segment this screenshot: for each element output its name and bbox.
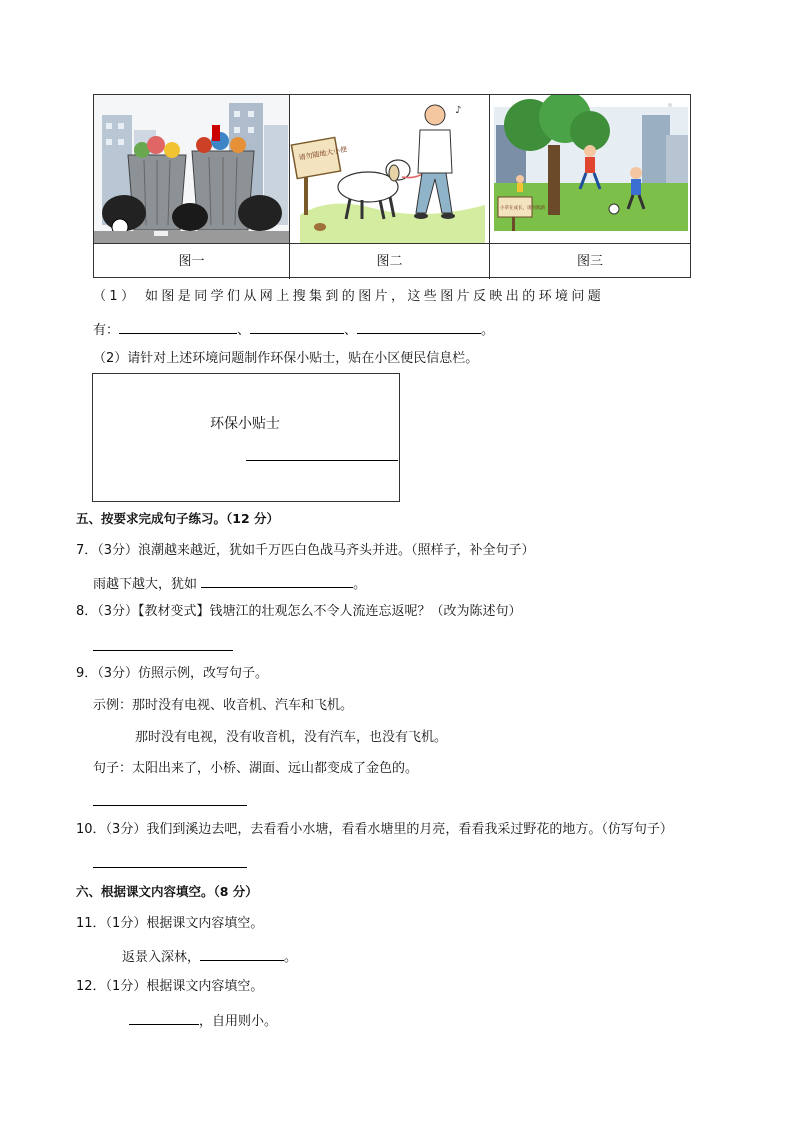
q7-text: 7．（3分）浪潮越来越近，犹如千万匹白色战马齐头并进。（照样子，补全句子） [76, 543, 535, 558]
q4-part1-prefix: 有： [93, 323, 120, 338]
q12-answer-blank[interactable] [129, 1010, 199, 1025]
figure-3-image [490, 95, 690, 243]
answer-blank-3[interactable] [357, 319, 481, 334]
tip-signature-line[interactable] [246, 460, 398, 461]
caption-row [94, 243, 690, 278]
section-5-heading: 五、按要求完成句子练习。（12 分） [76, 511, 279, 526]
end-mark: 。 [481, 323, 495, 338]
q11-fill-prefix: 返景入深林， [122, 950, 201, 965]
tip-title: 环保小贴士 [210, 416, 280, 432]
q10-text: 10．（3分）我们到溪边去吧，去看看小水塘，看看水塘里的月亮，看看我采过野花的地方。（仿写句子） [76, 822, 673, 837]
q9-answer-line[interactable] [93, 805, 247, 806]
q9-text: 9．（3分）仿照示例，改写句子。 [76, 666, 269, 681]
figure-2-image [290, 95, 490, 243]
svg-text:♪: ♪ [455, 105, 462, 116]
q8-answer-line[interactable] [93, 650, 233, 651]
caption-figure-3: 图三 [576, 254, 603, 269]
answer-blank-2[interactable] [250, 319, 344, 334]
q7-answer-blank[interactable] [201, 573, 353, 588]
q7-fill-prefix: 雨越下越大，犹如 [93, 577, 198, 592]
figure-3-sign-text: 小草在成长，请勿践踏 [500, 206, 545, 211]
q9-example-1: 示例：那时没有电视、收音机、汽车和飞机。 [93, 698, 354, 713]
q4-part1-line1: （1） 如图是同学们从网上搜集到的图片，这些图片反映出的环境问题 [93, 289, 605, 304]
q4-part2-text: （2）请针对上述环境问题制作环保小贴士，贴在小区便民信息栏。 [93, 351, 479, 366]
figure-table [93, 94, 691, 278]
answer-blank-1[interactable] [119, 319, 237, 334]
q12-fill-end: ，自用则小。 [199, 1014, 278, 1029]
q12-fill [129, 1010, 277, 1031]
q11-text: 11．（1分）根据课文内容填空。 [76, 916, 264, 931]
separator-2: 、 [344, 323, 358, 338]
caption-figure-1: 图一 [94, 244, 290, 279]
q7-fill [93, 573, 366, 594]
q12-text: 12．（1分）根据课文内容填空。 [76, 979, 264, 994]
caption-figure-2: 图二 [290, 244, 490, 279]
q10-answer-line[interactable] [93, 867, 247, 868]
figure-1-image [94, 95, 290, 243]
q11-answer-blank[interactable] [200, 946, 284, 961]
q11-fill [122, 946, 297, 967]
q9-example-2: 那时没有电视，没有收音机，没有汽车，也没有飞机。 [135, 730, 448, 745]
q8-text: 8．（3分）【教材变式】钱塘江的壮观怎么不令人流连忘返呢？（改为陈述句） [76, 604, 522, 619]
tip-box[interactable] [92, 373, 400, 502]
q9-sentence: 句子：太阳出来了，小桥、湖面、远山都变成了金色的。 [93, 761, 419, 776]
q11-end-mark: 。 [284, 950, 298, 965]
separator-1: 、 [237, 323, 251, 338]
section-6-heading: 六、根据课文内容填空。（8 分） [76, 884, 258, 899]
figure-2-sign-text: 请勿随地大小便 [298, 145, 348, 162]
q4-part1-answer-line [93, 319, 494, 340]
q7-end-mark: 。 [353, 577, 367, 592]
